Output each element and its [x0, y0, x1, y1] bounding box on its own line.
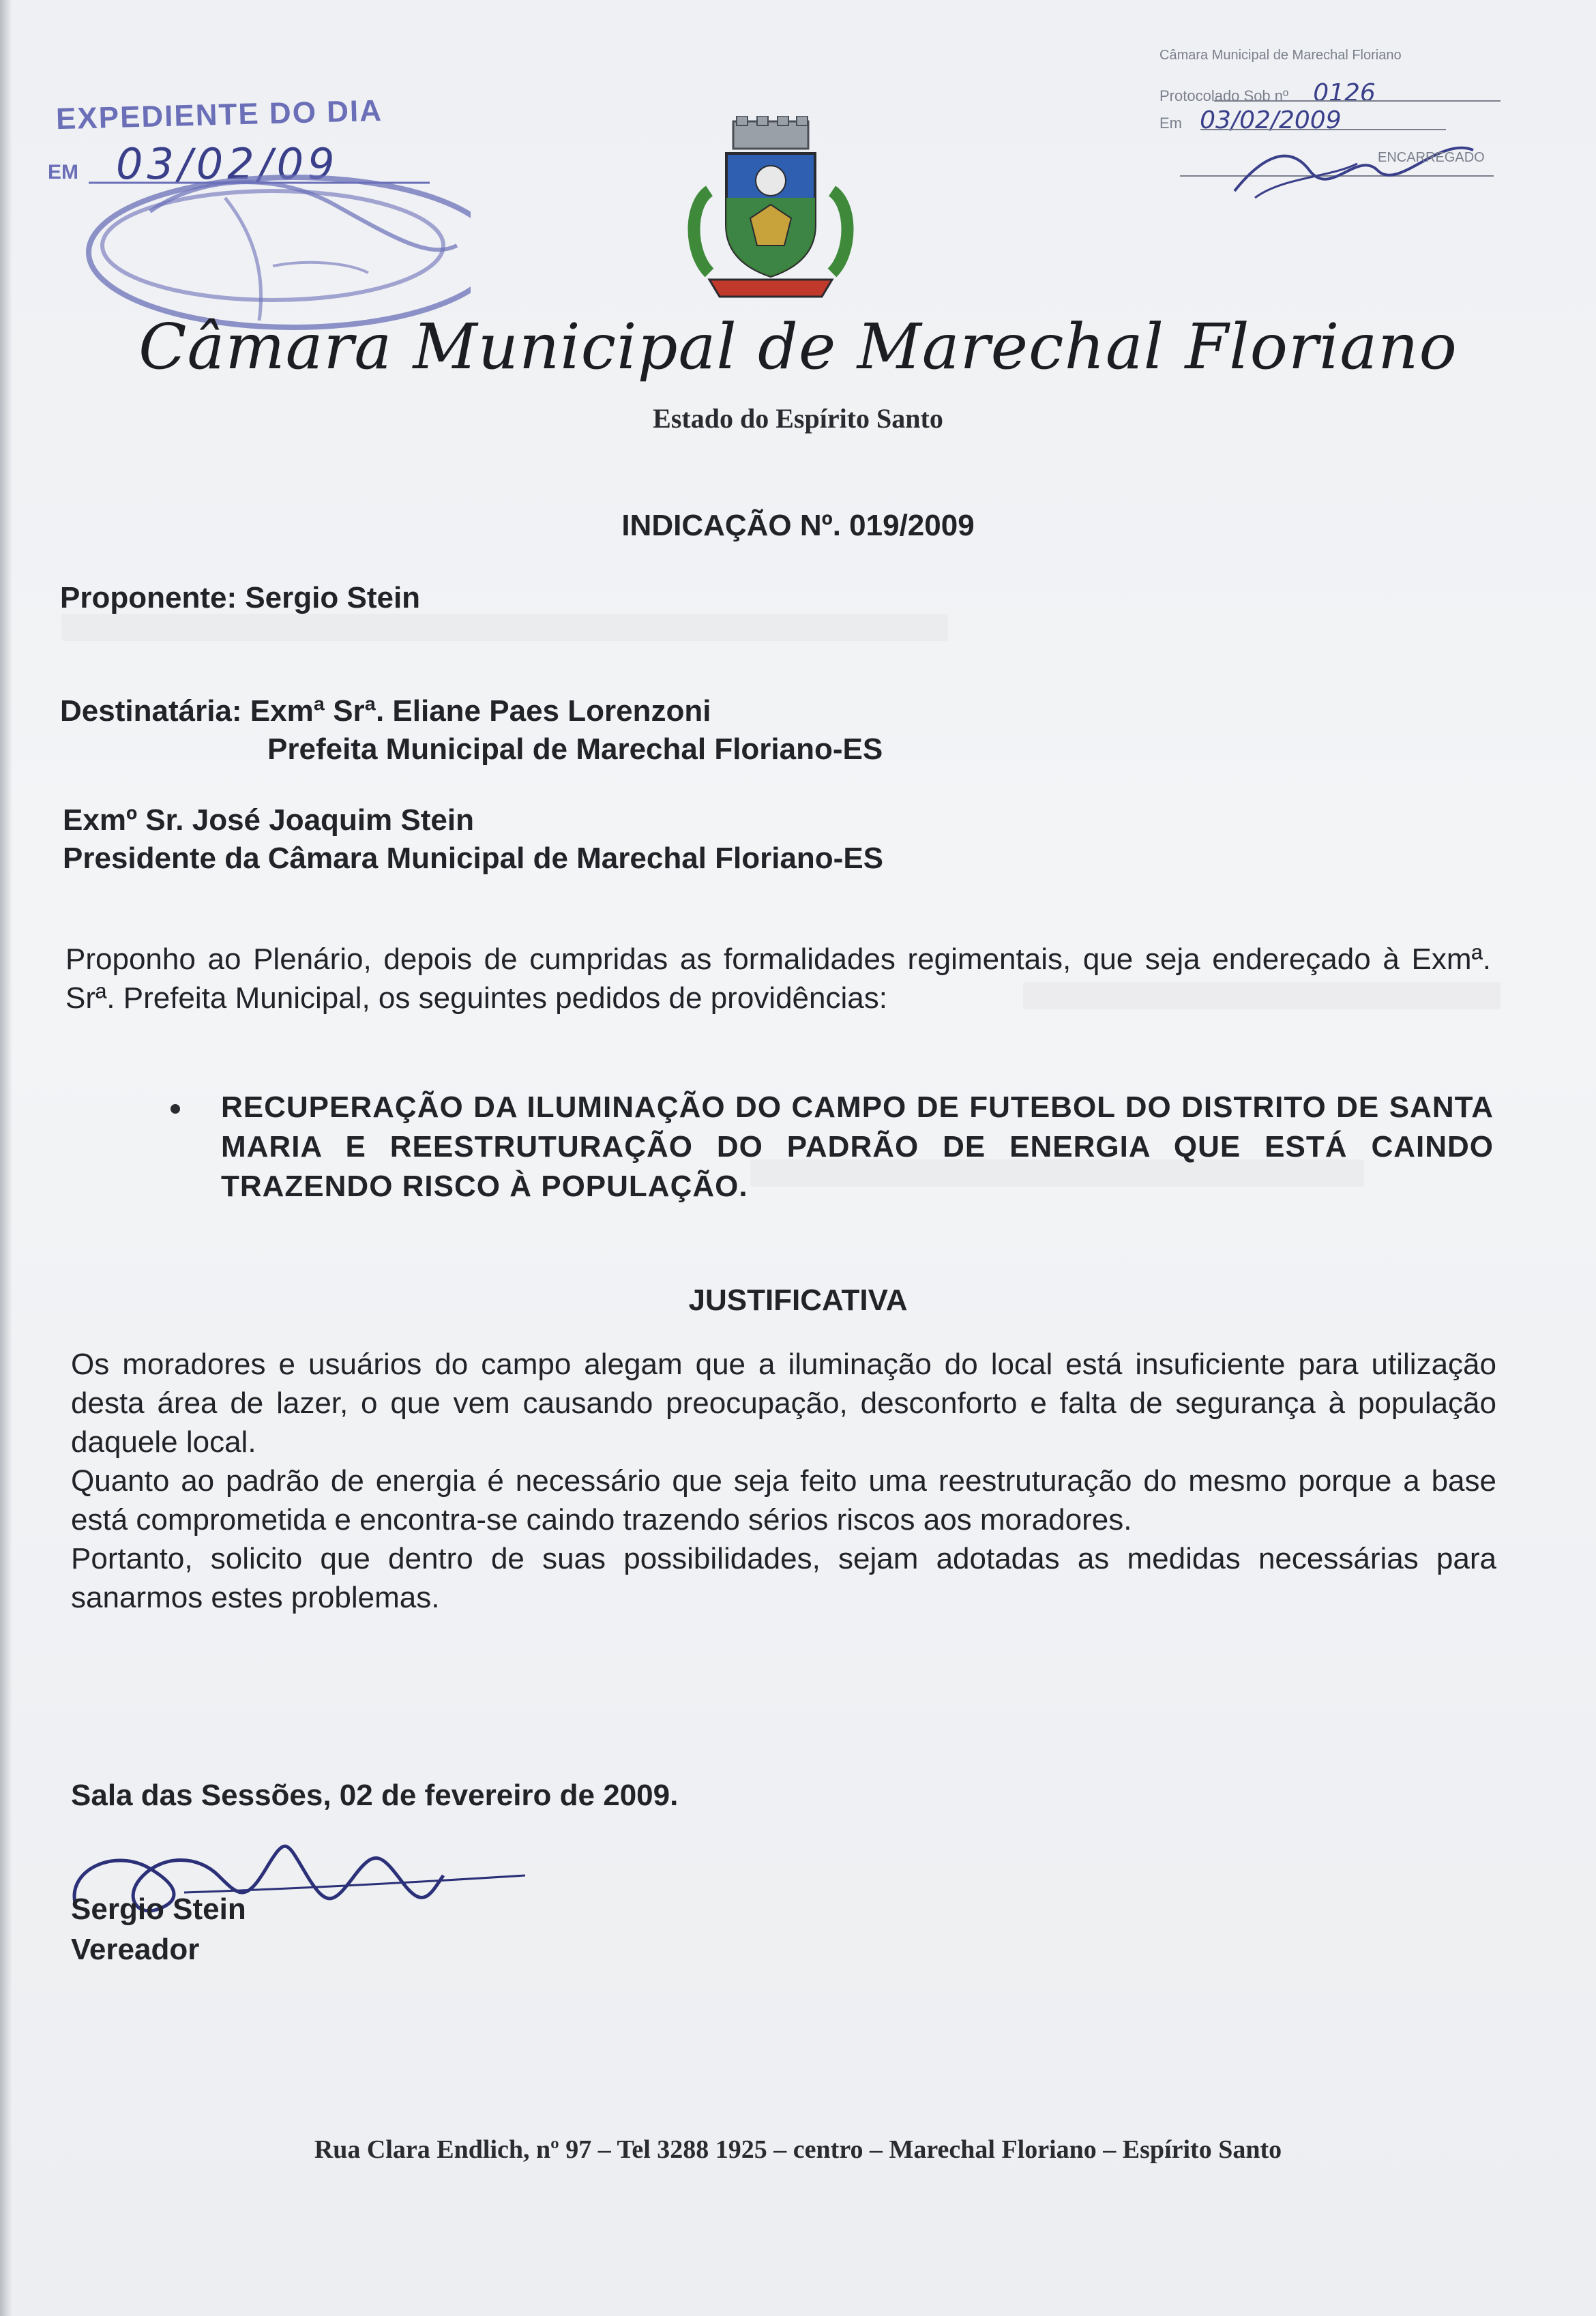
- justificativa-paragraph-1: Os moradores e usuários do campo alegam que a iluminação do local está insuficiente para utilização desta área de lazer, o que vem causando preocupação, desconforto e falta de segurança à população daquele local.: [71, 1348, 1496, 1459]
- protocol-signature-scribble-icon: [1153, 75, 1507, 211]
- municipal-coat-of-arms-icon: [682, 116, 859, 307]
- protocol-number: 0126: [1313, 79, 1376, 107]
- proponente-line: Proponente: Sergio Stein: [60, 581, 421, 614]
- indicacao-heading: INDICAÇÃO Nº. 019/2009: [621, 509, 975, 542]
- protocol-date: 03/02/2009: [1200, 106, 1342, 134]
- protocol-stamp-header: Câmara Municipal de Marechal Floriano: [1159, 48, 1402, 63]
- president-role: Presidente da Câmara Municipal de Marechal Floriano-ES: [63, 842, 884, 875]
- protocol-em-label: Em: [1159, 115, 1182, 132]
- protocol-encarregado-label: ENCARREGADO: [1378, 150, 1485, 165]
- signer-role: Vereador: [71, 1933, 200, 1966]
- president-name: Exmº Sr. José Joaquim Stein: [63, 803, 474, 837]
- place-date-line: Sala das Sessões, 02 de fevereiro de 2009.: [71, 1779, 679, 1812]
- destinataria-role: Prefeita Municipal de Marechal Floriano-ES: [267, 732, 883, 766]
- protocol-label: Protocolado Sob nº: [1159, 87, 1289, 104]
- protocol-stamp: [1153, 48, 1507, 205]
- signer-name: Sergio Stein: [71, 1892, 246, 1926]
- stamp-date: 03/02/09: [116, 139, 339, 189]
- request-item-text: RECUPERAÇÃO DA ILUMINAÇÃO DO CAMPO DE FUTEBOL DO DISTRITO DE SANTA MARIA E REESTRUTURAÇÃO DO PADRÃO DE ENERGIA QUE ESTÁ CAINDO TRAZENDO RISCO À POPULAÇÃO.: [221, 1090, 1494, 1203]
- justificativa-paragraph-2: Quanto ao padrão de energia é necessário que seja feito uma reestruturação do mesmo porque a base está comprometida e encontra-se caindo trazendo sérios riscos aos moradores.: [71, 1464, 1496, 1536]
- institution-subtitle: Estado do Espírito Santo: [653, 403, 943, 434]
- bullet-icon: [171, 1104, 180, 1114]
- destinataria-line: Destinatária: Exmª Srª. Eliane Paes Lorenzoni: [60, 694, 711, 728]
- stamp-title: EXPEDIENTE DO DIA: [55, 93, 383, 136]
- stamp-em-label: EM: [48, 161, 78, 183]
- justificativa-paragraph-3: Portanto, solicito que dentro de suas possibilidades, sejam adotadas as medidas necessárias para sanarmos estes problemas.: [71, 1542, 1496, 1614]
- bleed-through-shadow: [61, 614, 948, 641]
- footer-address: Rua Clara Endlich, nº 97 – Tel 3288 1925 – centro – Marechal Floriano – Espírito Santo: [314, 2135, 1282, 2164]
- justificativa-heading: JUSTIFICATIVA: [688, 1283, 908, 1317]
- intro-paragraph: Proponho ao Plenário, depois de cumpridas as formalidades regimentais, que seja endereçado à Exmª. Srª. Prefeita Municipal, os seguintes pedidos de providências:: [65, 942, 1491, 1015]
- institution-title: Câmara Municipal de Marechal Floriano: [138, 310, 1458, 383]
